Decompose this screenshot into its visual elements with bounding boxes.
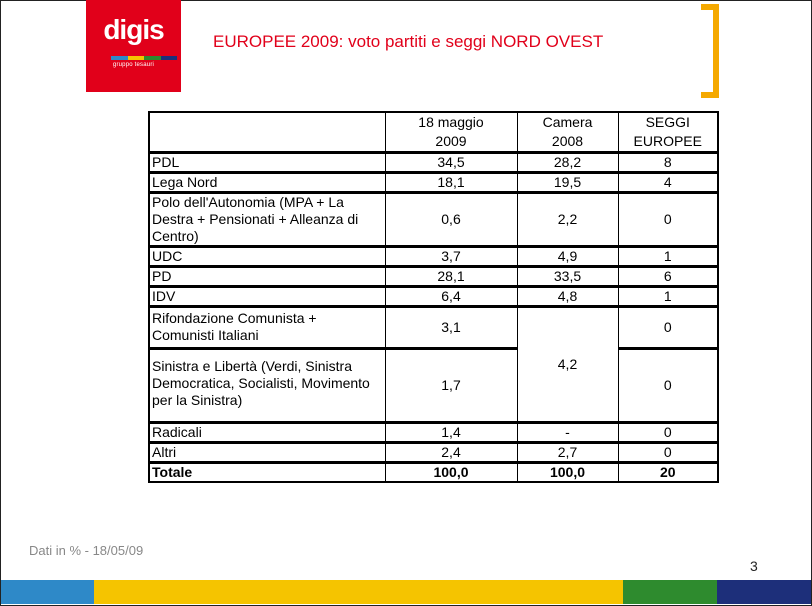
seggi: 8	[618, 153, 718, 173]
camera-2008-merged: 4,2	[517, 307, 618, 423]
table-row	[149, 267, 718, 287]
camera-2008: 33,5	[517, 267, 618, 287]
voto-2009: 0,6	[385, 193, 517, 247]
party-name: Polo dell'Autonomia (MPA + La Destra + Pensionati + Alleanza di Centro)	[149, 193, 385, 247]
table-row	[149, 247, 718, 267]
camera-2008: 19,5	[517, 173, 618, 193]
digis-logo	[86, 0, 181, 92]
orange-bracket-decoration	[701, 4, 719, 98]
header-camera-2008: Camera 2008	[517, 112, 618, 153]
camera-2008: 4,9	[517, 247, 618, 267]
table-row	[149, 287, 718, 307]
seggi: 0	[618, 193, 718, 247]
party-name: Radicali	[149, 423, 385, 443]
voto-2009: 3,1	[385, 307, 517, 349]
table-row	[149, 349, 718, 423]
voto-2009: 18,1	[385, 173, 517, 193]
total-seggi: 20	[618, 463, 718, 483]
voto-2009: 1,7	[385, 349, 517, 423]
seggi: 0	[618, 443, 718, 463]
camera-2008: 2,7	[517, 443, 618, 463]
seggi: 4	[618, 173, 718, 193]
voto-2009: 6,4	[385, 287, 517, 307]
party-name: Rifondazione Comunista + Comunisti Italiani	[149, 307, 385, 349]
party-name: PDL	[149, 153, 385, 173]
voto-2009: 34,5	[385, 153, 517, 173]
header-seggi: SEGGI EUROPEE	[618, 112, 718, 153]
logo-wordmark: digis	[103, 14, 164, 45]
table-row	[149, 153, 718, 173]
table-row	[149, 443, 718, 463]
party-name: Altri	[149, 443, 385, 463]
footnote: Dati in % - 18/05/09	[29, 543, 144, 558]
party-name: IDV	[149, 287, 385, 307]
total-row	[149, 463, 718, 483]
bar-segment-navy	[717, 580, 811, 604]
party-name: UDC	[149, 247, 385, 267]
bar-segment-blue	[1, 580, 94, 604]
seggi: 0	[618, 423, 718, 443]
total-camera-2008: 100,0	[517, 463, 618, 483]
camera-2008: 2,2	[517, 193, 618, 247]
logo-stripes	[111, 56, 177, 60]
bar-segment-green	[623, 580, 717, 604]
total-label: Totale	[149, 463, 385, 483]
seggi: 0	[618, 349, 718, 423]
party-name: Sinistra e Libertà (Verdi, Sinistra Democratica, Socialisti, Movimento per la Sinistra)	[149, 349, 385, 423]
header-party	[149, 112, 385, 153]
voto-2009: 2,4	[385, 443, 517, 463]
table-row	[149, 173, 718, 193]
party-name: Lega Nord	[149, 173, 385, 193]
bottom-color-bar	[1, 580, 811, 604]
header-voto-2009: 18 maggio 2009	[385, 112, 517, 153]
slide-title: EUROPEE 2009: voto partiti e seggi NORD OVEST	[213, 32, 604, 51]
voto-2009: 28,1	[385, 267, 517, 287]
seggi: 6	[618, 267, 718, 287]
seggi: 1	[618, 247, 718, 267]
seggi: 0	[618, 307, 718, 349]
voto-2009: 3,7	[385, 247, 517, 267]
camera-2008: 28,2	[517, 153, 618, 173]
logo-subtitle: gruppo tesauri	[112, 62, 155, 68]
camera-2008: -	[517, 423, 618, 443]
voto-2009: 1,4	[385, 423, 517, 443]
party-name: PD	[149, 267, 385, 287]
page-number: 3	[750, 558, 758, 574]
table-row	[149, 423, 718, 443]
bar-segment-yellow	[94, 580, 623, 604]
table-header-row	[149, 112, 718, 153]
seggi: 1	[618, 287, 718, 307]
table-row	[149, 193, 718, 247]
table-row	[149, 307, 718, 349]
total-voto-2009: 100,0	[385, 463, 517, 483]
camera-2008: 4,8	[517, 287, 618, 307]
results-table	[148, 111, 719, 483]
